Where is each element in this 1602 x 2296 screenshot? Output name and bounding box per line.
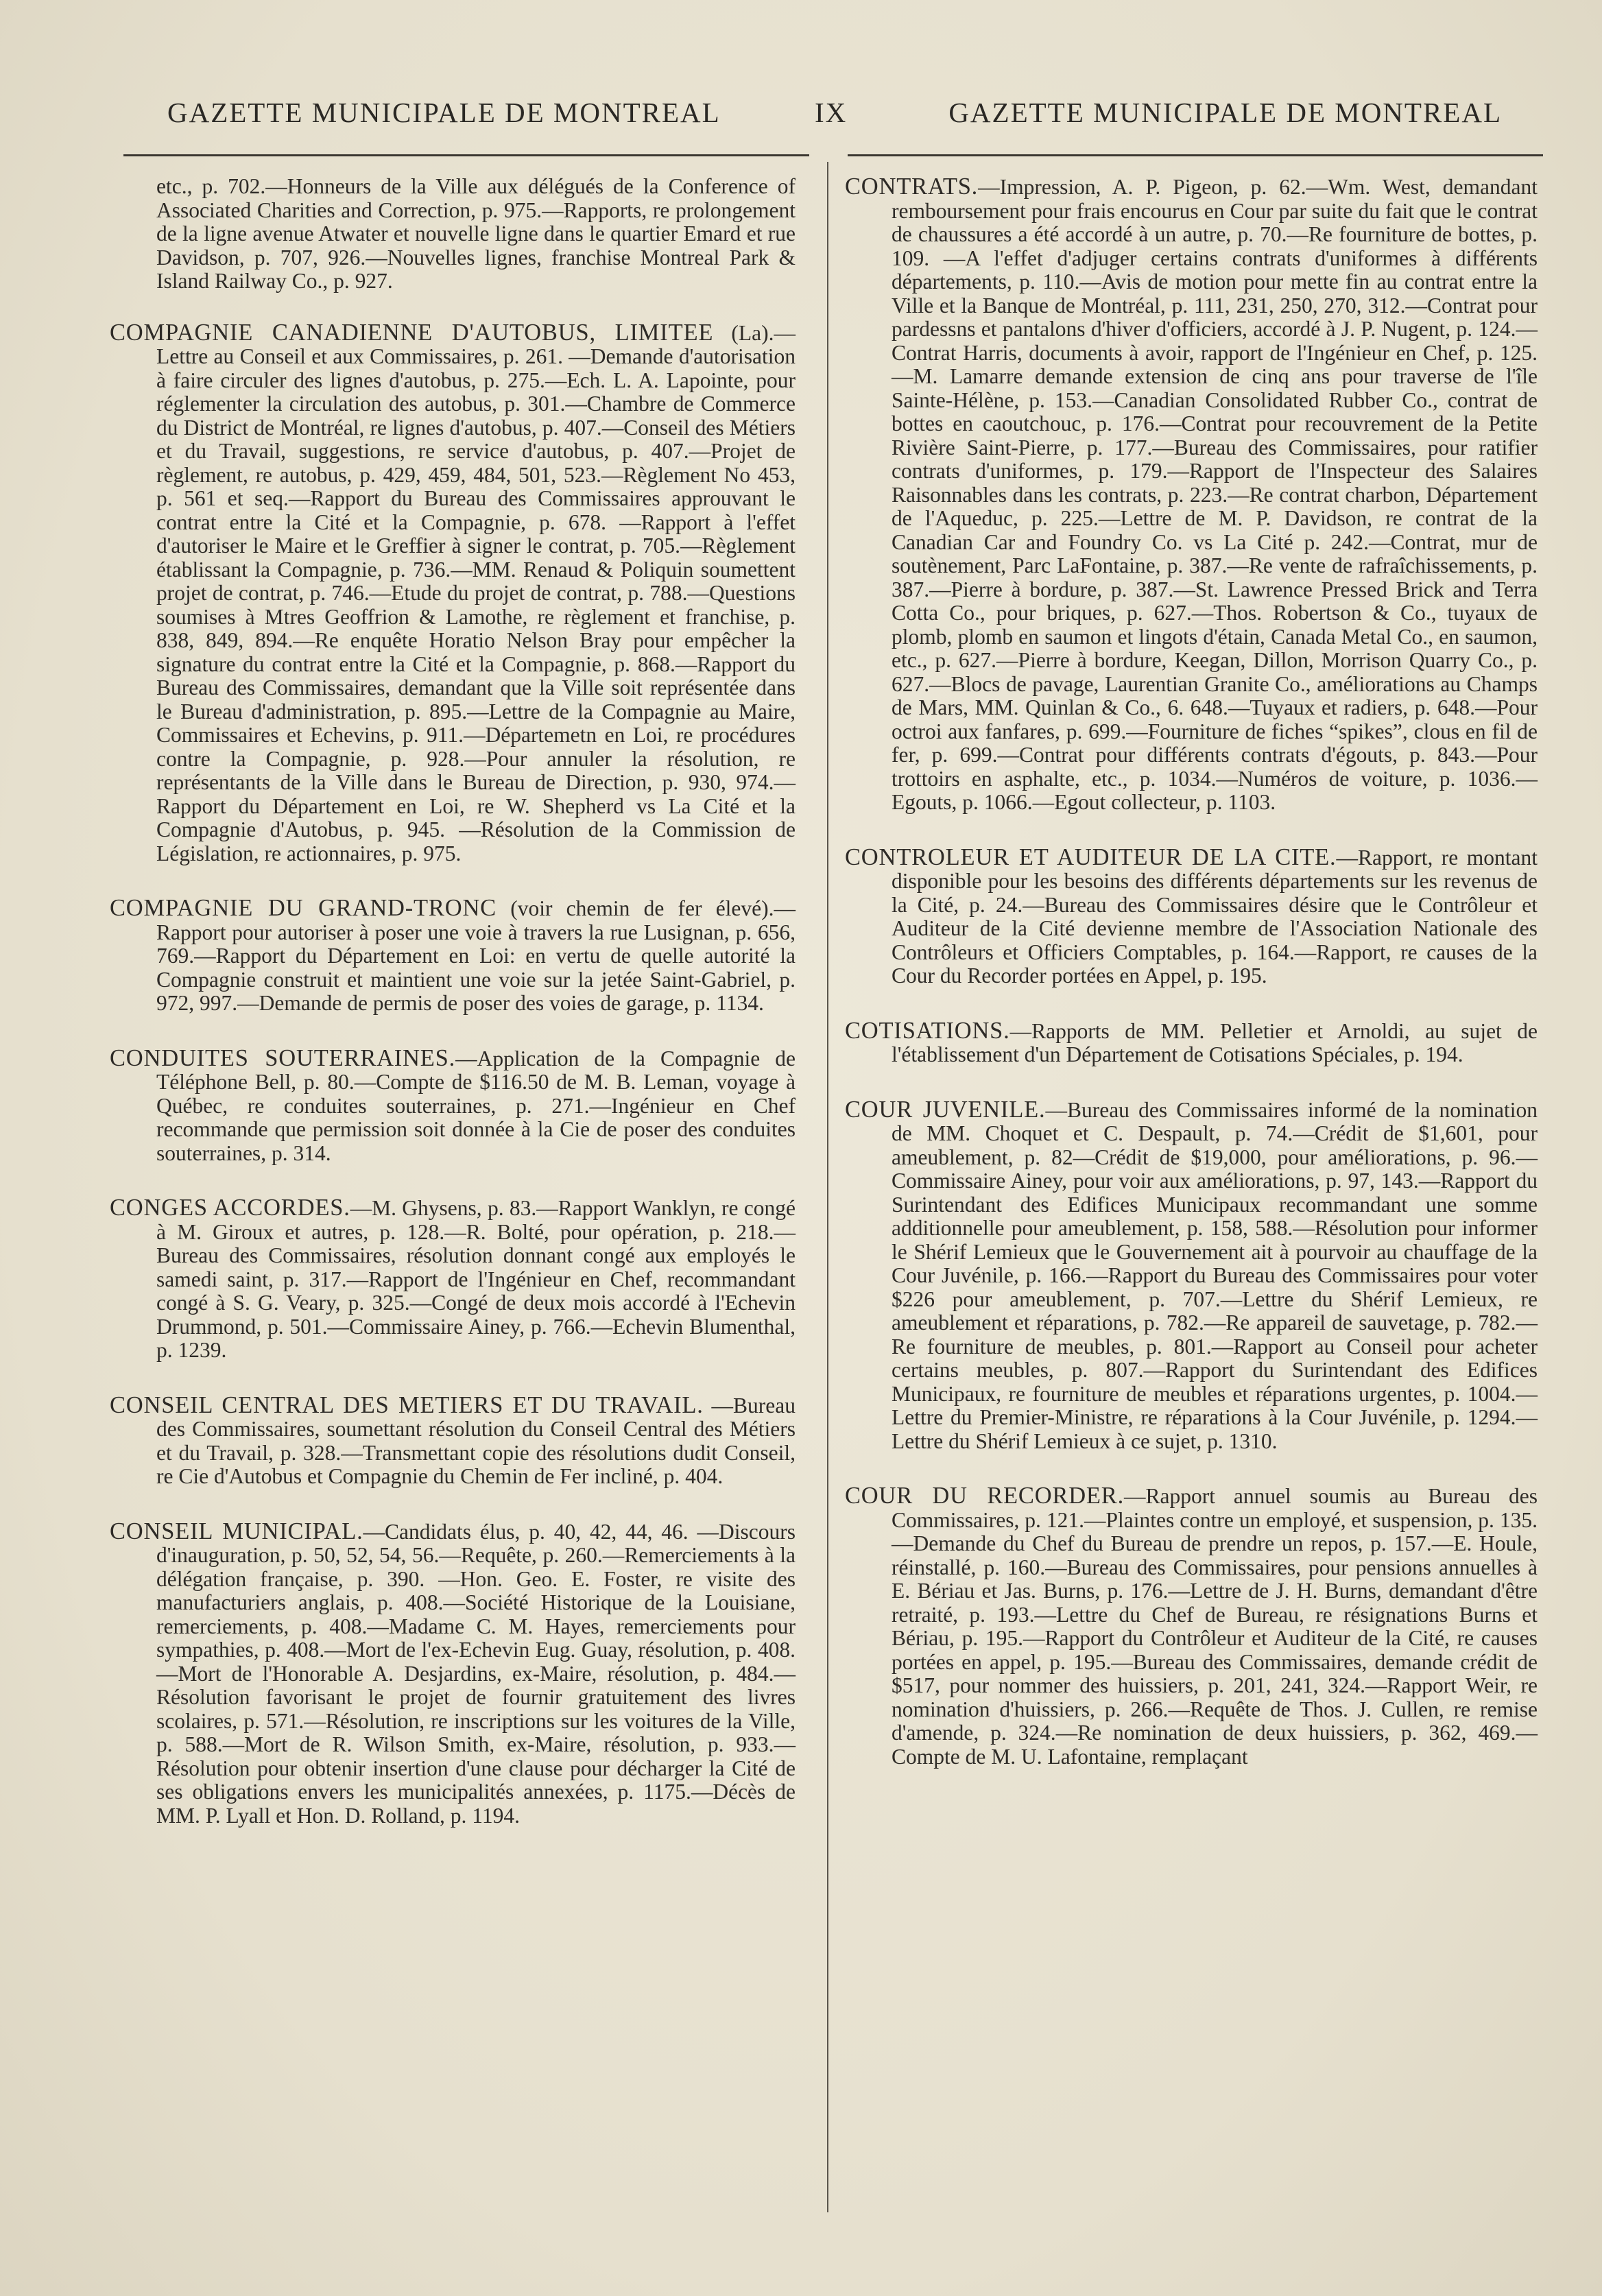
header-left-title: GAZETTE MUNICIPALE DE MONTREAL — [167, 97, 721, 128]
header-right-title: GAZETTE MUNICIPALE DE MONTREAL — [948, 97, 1502, 128]
header-rule-right — [848, 154, 1543, 156]
index-entry — [845, 175, 1538, 815]
entry-text: —Impression, A. P. Pigeon, p. 62.—Wm. West, demandant remboursement pour frais encourus en Cour par suite du fait que le contrat de chaussures a été accordé à un autre, p. 70.—Re fourniture de bottes, p. 109. —A l'effet d'adjuger certains contrats d'uniformes à différents départements, p. 110.—Avis de motion pour mette fin au contrat entre la Ville et la Banque de Montréal, p. 111, 231, 250, 270, 312.—Contrat pour pardessns et pantalons d'hiver d'officiers, accordé à J. P. Nugent, p. 124.—Contrat Harris, documents à avoir, rapport de l'Ingénieur en Chef, p. 125.—M. Lamarre demande extension de cinq ans pour traverse de l'île Sainte-Hélène, p. 153.—Canadian Consolidated Rubber Co., contrat de bottes en caoutchouc, p. 176.—Contrat pour recouvrement de la Petite Rivière Saint-Pierre, p. 177.—Bureau des Commissaires, pour ratifier contrats d'uniformes, p. 179.—Rapport de l'Inspecteur des Salaires Raisonnables dans les contrats, p. 223.—Re contrat charbon, Département de l'Aqueduc, p. 225.—Lettre de M. P. Davidson, re contrat de la Canadian Car and Foundry Co. vs La Cité p. 242.—Contrat, mur de soutènement, Parc LaFontaine, p. 387.—Re vente de rafraîchissements, p. 387.—Pierre à bordure, p. 387.—St. Lawrence Pressed Brick and Terra Cotta Co., pour briques, p. 627.—Thos. Robertson & Co., tuyaux de plomb, plomb en saumon et lingots d'étain, Canada Metal Co., en saumon, etc., p. 627.—Pierre à bordure, Keegan, Dillon, Morrison Quarry Co., p. 627.—Blocs de pavage, Laurentian Granite Co., améliorations au Champs de Mars, MM. Quinlan & Co., 6. 648.—Tuyaux et radiers, p. 648.—Pour octroi aux fanfares, p. 699.—Fourniture de fiches “spikes”, clous en fil de fer, p. 699.—Contrat pour différents contrats d'égouts, p. 843.—Pour trottoirs en asphalte, etc., p. 1034.—Numéros de voiture, p. 1036.—Egouts, p. 1066.—Egout collecteur, p. 1103. — [892, 175, 1538, 814]
header-rule-left — [123, 154, 809, 156]
continued-entry: etc., p. 702.—Honneurs de la Ville aux délégués de la Conference of Associated Charities and Correction, p. 975.—Rapports, re prolongement de la ligne avenue Atwater et nouvelle ligne dans le quartier Emard et rue Davidson, p. 707, 926.—Nouvelles lignes, franchise Montreal Park & Island Railway Co., p. 927. — [156, 174, 796, 293]
index-entry — [110, 896, 796, 1016]
entry-text: —M. Ghysens, p. 83.—Rapport Wanklyn, re congé à M. Giroux et autres, p. 128.—R. Bolté, pour opération, p. 218.—Bureau des Commissaires, résolution donnant congé aux employés le samedi saint, p. 317.—Rapport de l'Ingénieur en Chef, recommandant congé à S. G. Veary, p. 325.—Congé de deux mois accordé à l'Echevin Drummond, p. 501.—Commissaire Ainey, p. 766.—Echevin Blumenthal, p. 1239. — [156, 1196, 796, 1362]
index-entry — [845, 1098, 1538, 1454]
page-header — [158, 96, 1502, 137]
column-divider — [827, 162, 828, 2212]
entry-text: —Rapport, re montant disponible pour les besoins des différents départements sur les revenus de la Cité, p. 24.—Bureau des Commissaires désire que le Contrôleur et Auditeur de la Cité devienne membre de l'Association Nationale des Contrôleurs et Officiers Comptables, p. 164.—Rapport, re causes de la Cour du Recorder portées en Appel, p. 195. — [892, 845, 1538, 988]
entry-heading: COMPAGNIE CANADIENNE D'AUTOBUS, LIMITEE — [110, 319, 714, 346]
page-number: IX — [815, 97, 848, 128]
entry-heading: COUR JUVENILE. — [845, 1096, 1046, 1123]
entry-text: —Candidats élus, p. 40, 42, 44, 46. —Discours d'inauguration, p. 50, 52, 54, 56.—Requête, p. 260.—Remerciements à la délégation française, p. 390. —Hon. Geo. E. Foster, re visite des manufacturiers anglais, p. 408.—Société Historique de la Louisiane, remerciements, p. 408.—Madame C. M. Hayes, remerciements pour sympathies, p. 408.—Mort de l'ex-Echevin Eug. Guay, résolution, p. 408.—Mort de l'Honorable A. Desjardins, ex-Maire, résolution, p. 484.—Résolution favorisant le projet de fournir gratuitement des livres scolaires, p. 571.—Résolution, re inscriptions sur les voitures de la Ville, p. 588.—Mort de R. Wilson Smith, ex-Maire, résolution, p. 933.—Résolution pour obtenir insertion d'une clause pour décharger la Cité de ses obligations envers les municipalités annexées, p. 1175.—Décès de MM. P. Lyall et Hon. D. Rolland, p. 1194. — [156, 1519, 796, 1828]
index-entry — [110, 1196, 796, 1363]
index-entry — [110, 1044, 796, 1166]
index-entry — [110, 1391, 796, 1489]
entry-heading: CONTRATS. — [845, 174, 979, 200]
entry-text: —Rapports de MM. Pelletier et Arnoldi, au sujet de l'établissement d'un Département de Cotisations Spéciales, p. 194. — [892, 1018, 1538, 1066]
index-entry — [110, 1520, 796, 1828]
entry-text: (voir chemin de fer élevé).—Rapport pour autoriser à poser une voie à travers la rue Lusignan, p. 656, 769.—Rapport du Département en Loi: en vertu de quelle autorité la Compagnie construit et maintient une voie sur la jetée Saint-Gabriel, p. 972, 997.—Demande de permis de poser des voies de garage, p. 1134. — [156, 896, 796, 1015]
entry-text: —Rapport annuel soumis au Bureau des Commissaires, p. 121.—Plaintes contre un employé, et suspension, p. 135.—Demande du Chef du Bureau de prendre un repos, p. 157.—E. Houle, réinstallé, p. 160.—Bureau des Commissaires, pour pensions annuelles à E. Bériau et Jas. Burns, p. 176.—Lettre de J. H. Burns, demandant d'être retraité, p. 193.—Lettre du Chef de Bureau, re résignations Burns et Bériau, p. 195.—Rapport du Contrôleur et Auditeur de la Cité, re causes portées en appel, p. 195.—Bureau des Commissaires, demande crédit de $517, pour nommer des huissiers, p. 201, 241, 324.—Rapport Weir, re nomination d'huissiers, p. 266.—Requête de Thos. J. Cullen, re remise d'amende, p. 324.—Re nomination de deux huissiers, p. 362, 469.—Compte de M. U. Lafontaine, remplaçant — [892, 1484, 1538, 1769]
entry-heading: COTISATIONS. — [845, 1017, 1010, 1044]
entry-heading: COMPAGNIE DU GRAND-TRONC — [110, 895, 497, 921]
entry-text: —Bureau des Commissaires, soumettant résolution du Conseil Central des Métiers et du Travail, p. 328.—Transmettant copie des résolutions dudit Conseil, re Cie d'Autobus et Compagnie du Chemin de Fer incliné, p. 404. — [156, 1393, 796, 1488]
entry-heading: CONGES ACCORDES. — [110, 1195, 350, 1221]
right-column — [845, 175, 1538, 1799]
left-column — [110, 175, 796, 1858]
entry-heading: COUR DU RECORDER. — [845, 1483, 1125, 1509]
entry-heading: CONTROLEUR ET AUDITEUR DE LA CITE. — [845, 844, 1337, 870]
entry-text: —Application de la Compagnie de Téléphone Bell, p. 80.—Compte de $116.50 de M. B. Leman, voyage à Québec, re conduites souterraines, p. 271.—Ingénieur en Chef recommande que permission soit donnée à la Cie de poser des conduites souterraines, p. 314. — [156, 1046, 796, 1165]
entry-heading: CONSEIL CENTRAL DES METIERS ET DU TRAVAIL. — [110, 1391, 704, 1418]
entry-text: (La).—Lettre au Conseil et aux Commissaires, p. 261. —Demande d'autorisation à faire circuler des lignes d'autobus, p. 275.—Ech. L. A. Lapointe, pour réglementer la circulation des autobus, p. 301.—Chambre de Commerce du District de Montréal, re lignes d'autobus, p. 407.—Conseil des Métiers et du Travail, suggestions, re service d'autobus, p. 407.—Projet de règlement, re autobus, p. 429, 459, 484, 501, 523.—Règlement No 453, p. 561 et seq.—Rapport du Bureau des Commissaires approuvant le contrat entre la Cité et la Compagnie, p. 678. —Rapport à l'effet d'autoriser le Maire et le Greffier à signer le contrat, p. 705.—Règlement établissant la Compagnie, p. 736.—MM. Renaud & Poliquin soumettent projet de contrat, p. 746.—Etude du projet de contrat, p. 788.—Questions soumises à Mtres Geoffrion & Lamothe, re règlement et franchise, p. 838, 849, 894.—Re enquête Horatio Nelson Bray pour empêcher la signature du contrat entre la Cité et la Compagnie, p. 868.—Rapport du Bureau des Commissaires, demandant que la Ville soit représentée dans le Bureau d'administration, p. 895.—Lettre de la Compagnie au Maire, Commissaires et Echevins, p. 911.—Départemetn en Loi, re procédures contre la Compagnie, p. 928.—Pour annuler la résolution, re représentants de la Ville dans le Bureau de Direction, p. 930, 974.—Rapport du Département en Loi, re W. Shepherd vs La Cité et la Compagnie d'Autobus, p. 945. —Résolution de la Commission de Législation, re actionnaires, p. 975. — [156, 320, 796, 865]
index-entry — [845, 846, 1538, 988]
entry-heading: CONDUITES SOUTERRAINES. — [110, 1044, 456, 1071]
entry-text: —Bureau des Commissaires informé de la nomination de MM. Choquet et C. Despault, p. 74.—Crédit de $1,601, pour ameublement, p. 82—Crédit de $19,000, pour améliorations, p. 96.—Commissaire Ainey, pour voir aux améliorations, p. 97, 143.—Rapport du Surintendant des Edifices Municipaux recommandant une somme additionnelle pour ameublement, p. 158, 588.—Résolution pour informer le Shérif Lemieux que le Gouvernement ait à pourvoir au chauffage de la Cour Juvénile, p. 166.—Rapport du Bureau des Commissaires pour voter $226 pour ameublement, p. 707.—Lettre du Shérif Lemieux, re ameublement et réparations, p. 782.—Re appareil de sauvetage, p. 782.—Re fourniture de meubles, p. 801.—Rapport au Conseil pour acheter certains meubles, p. 807.—Rapport du Surintendant des Edifices Municipaux, re fourniture de meubles et réparations urgentes, p. 1004.—Lettre du Premier-Ministre, re réparations à la Cour Juvénile, p. 1294.—Lettre du Shérif Lemieux à ce sujet, p. 1310. — [892, 1097, 1538, 1453]
entry-heading: CONSEIL MUNICIPAL. — [110, 1518, 363, 1544]
index-entry — [845, 1019, 1538, 1067]
index-entry — [845, 1484, 1538, 1769]
index-entry — [110, 321, 796, 866]
